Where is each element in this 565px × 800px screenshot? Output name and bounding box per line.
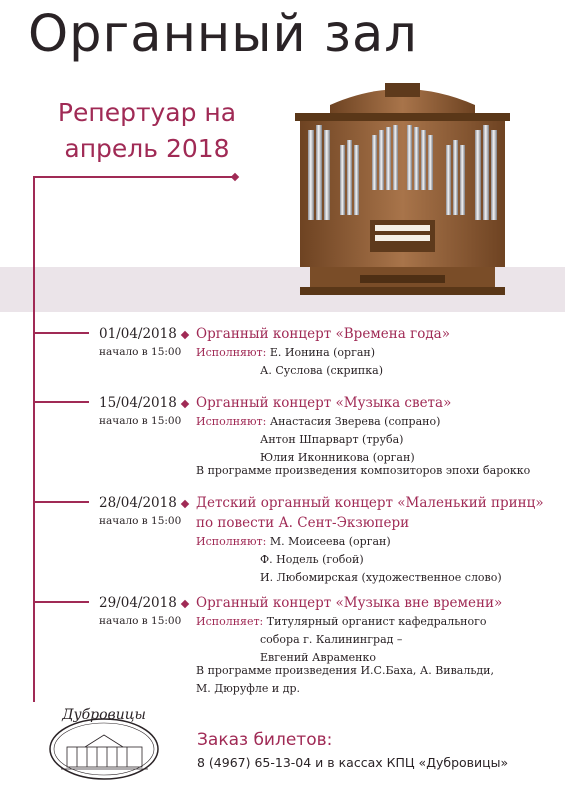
timeline-line [33,176,35,702]
concert-start: начало в 15:00 [99,515,182,527]
performers-label: Исполняют: [196,415,267,428]
performer: Юлия Иконникова (орган) [260,451,415,464]
concert-title: Органный концерт «Времена года» [196,326,450,342]
performers [196,535,391,548]
concert-marker [181,400,189,408]
timeline-top-marker [231,173,239,181]
concert-start: начало в 15:00 [99,346,182,358]
concert-start: начало в 15:00 [99,415,182,427]
timeline-branch-2 [33,401,89,403]
dubrovitsy-logo [47,703,162,783]
program-note-line-2: М. Дюруфле и др. [196,682,301,695]
logo-name: Дубровицы [62,707,146,723]
concert-title: Детский органный концерт «Маленький принц» [196,495,544,511]
performers [196,415,440,428]
subtitle-line-2: апрель 2018 [64,134,230,163]
timeline-branch-3 [33,501,89,503]
performers-label: Исполняют: [196,346,267,359]
performer: Е. Ионина (орган) [269,346,376,359]
concert-title-line-2: по повести А. Сент-Экзюпери [196,515,410,531]
program-note: В программе произведения композиторов эпохи барокко [196,464,531,477]
program-note: В программе произведения И.С.Баха, А. Вивальди, [196,664,494,677]
timeline-top-branch [33,176,236,178]
subtitle [32,95,262,167]
performer: Евгений Авраменко [260,651,377,664]
timeline-branch-4 [33,601,89,603]
performers [196,346,375,359]
performer: Ф. Нодель (гобой) [260,553,364,566]
concert-title: Органный концерт «Музыка света» [196,395,452,411]
performer: И. Любомирская (художественное слово) [260,571,502,584]
performers-label: Исполняют: [196,535,267,548]
page-title: Органный зал [28,5,418,64]
order-title: Заказ билетов: [197,730,333,750]
order-phone: 8 (4967) 65-13-04 и в кассах КПЦ «Дубровицы» [197,755,509,770]
performer: Анастасия Зверева (сопрано) [269,415,441,428]
performer: Антон Шпарварт (труба) [260,433,404,446]
concert-marker [181,500,189,508]
performers [196,615,487,628]
performer: Титулярный органист кафедрального [266,615,487,628]
concert-date: 15/04/2018 [99,395,177,411]
timeline-branch-1 [33,332,89,334]
concert-title: Органный концерт «Музыка вне времени» [196,595,503,611]
performer: А. Суслова (скрипка) [260,364,383,377]
performer: собора г. Калининград – [260,633,403,646]
concert-marker [181,331,189,339]
performer: М. Моисеева (орган) [269,535,391,548]
concert-date: 01/04/2018 [99,326,177,342]
concert-marker [181,600,189,608]
organ-image [290,75,515,300]
performers-label: Исполняет: [196,615,264,628]
subtitle-line-1: Репертуар на [57,98,237,127]
concert-date: 29/04/2018 [99,595,177,611]
concert-start: начало в 15:00 [99,615,182,627]
concert-date: 28/04/2018 [99,495,177,511]
